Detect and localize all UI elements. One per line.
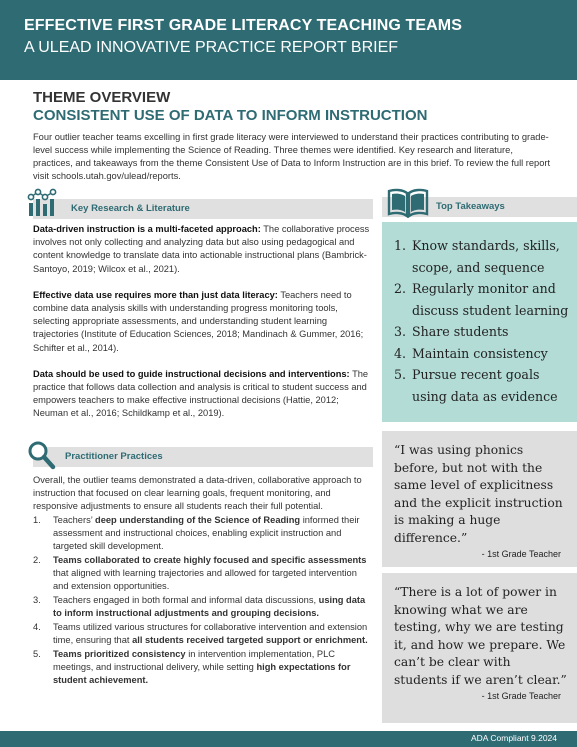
practices-section <box>33 474 373 687</box>
takeaway-text: Pursue recent goals using data as evidence <box>412 367 558 404</box>
takeaway-text: Know standards, skills, scope, and sequence <box>412 238 560 275</box>
page-header <box>0 0 577 80</box>
practice-text: Teams prioritized consistency <box>53 649 186 659</box>
practice-text: Teachers engaged in both formal and informal data discussions, <box>53 595 319 605</box>
magnifier-icon <box>26 440 56 472</box>
research-paragraph <box>33 289 373 355</box>
report-subtitle: A ULEAD INNOVATIVE PRACTICE REPORT BRIEF <box>24 39 399 56</box>
practice-text: deep understanding of the Science of Reading <box>95 515 301 525</box>
practice-text: informed their assessment and instructional choices, enabling explicit instruction and targeted skill development. <box>53 515 360 551</box>
takeaway-item <box>394 343 577 365</box>
intro-paragraph: Four outlier teacher teams excelling in first grade literacy were interviewed to understand their practices contributing to grade-level success while implementing the Science of Reading. Three themes were identified. Key research and literature, practices, and takeaways from the theme Consistent Use of Data to Inform Instruction are in this brief. To review the full report visit schools.utah.gov/ulead/reports. <box>33 132 551 181</box>
practice-text: in intervention implementation, PLC meetings, and instructional delivery, while setting <box>53 649 335 672</box>
takeaway-text: Share students <box>412 324 509 339</box>
takeaway-number: 1. <box>394 238 407 253</box>
quote-attribution: - 1st Grade Teacher <box>481 691 561 701</box>
theme-label: THEME OVERVIEW <box>33 89 171 106</box>
practices-list <box>33 514 373 687</box>
practices-heading-bar <box>33 447 373 467</box>
practice-text: Teams collaborated to create highly focused and specific assessments <box>53 555 367 565</box>
takeaway-number: 4. <box>394 345 407 361</box>
practices-intro: Overall, the outlier teams demonstrated a data-driven, collaborative approach to instruction that focused on clear learning goals, frequent monitoring, and responsive adjustments to ensure all students reach their full potential. <box>33 475 362 511</box>
practice-item <box>33 554 373 593</box>
takeaways-box <box>382 222 577 422</box>
takeaway-text: Regularly monitor and discuss student learning <box>412 281 569 318</box>
practice-item <box>33 514 373 553</box>
practice-number: 3. <box>33 595 41 605</box>
quote-box <box>382 573 577 723</box>
research-lead: Data should be used to guide instructional decisions and interventions: <box>33 368 350 379</box>
takeaway-text: Maintain consistency <box>412 345 548 361</box>
research-paragraph <box>33 368 373 421</box>
theme-title: CONSISTENT USE OF DATA TO INFORM INSTRUCTION <box>33 107 428 124</box>
practice-text: Teachers’ <box>53 515 96 525</box>
research-paragraph <box>33 223 373 276</box>
research-heading-bar <box>33 199 373 219</box>
ada-compliance-note: ADA Compliant 9.2024 <box>471 733 557 743</box>
research-text: Teachers need to combine data analysis skills with understanding progress monitoring tools, selecting appropriate assessments, and understanding student learning trajectories (Institute of Education Sciences, 2018; Mandinach & Gummer, 2016; Schifter et al., 2014). <box>33 289 364 353</box>
practices-heading: Practitioner Practices <box>65 451 163 462</box>
practice-number: 4. <box>33 622 41 632</box>
practice-item <box>33 594 373 620</box>
takeaway-item <box>394 278 577 321</box>
practice-text: Teams utilized various structures for collaborative intervention and extension time, ensuring that <box>53 622 368 645</box>
takeaways-heading: Top Takeaways <box>436 201 505 212</box>
takeaway-item <box>394 321 577 343</box>
quote-text: “There is a lot of power in knowing what we are testing, why we are testing it, and how we prepare. We can’t be clear with students if we aren’t clear.” <box>394 585 567 687</box>
research-lead: Data-driven instruction is a multi-faceted approach: <box>33 224 261 234</box>
practice-item <box>33 621 373 647</box>
practice-number: 2. <box>33 555 41 565</box>
quote-attribution: - 1st Grade Teacher <box>481 549 561 559</box>
practice-text: all students received targeted support or enrichment. <box>132 635 368 645</box>
practice-text: high expectations for student achievement. <box>53 662 351 685</box>
research-heading: Key Research & Literature <box>71 203 190 214</box>
quote-text: “I was using phonics before, but not with the same level of explicitness and the explicit instruction is making a huge difference.” <box>394 443 563 545</box>
practice-number: 5. <box>33 649 41 659</box>
quote-box <box>382 431 577 567</box>
takeaway-number: 2. <box>394 281 407 296</box>
practice-text: using data to inform instructional adjustments and grouping decisions. <box>53 595 366 618</box>
practice-text: that aligned with learning trajectories and allowed for targeted intervention and extension opportunities. <box>53 568 357 591</box>
report-title: EFFECTIVE FIRST GRADE LITERACY TEACHING TEAMS <box>24 17 462 34</box>
open-book-icon <box>386 188 430 218</box>
takeaway-number: 5. <box>394 367 407 382</box>
research-lead: Effective data use requires more than just data literacy: <box>33 289 278 300</box>
research-text: The practice that follows data collection and analysis is critical to student success and empowers teachers to make effective instructional decisions (Hattie, 2012; Neuman et al., 2016; Schildkamp et al., 2019). <box>33 368 369 419</box>
practice-number: 1. <box>33 515 41 525</box>
takeaway-number: 3. <box>394 324 407 339</box>
chart-network-icon <box>26 187 58 219</box>
takeaway-item <box>394 364 577 407</box>
research-text: The collaborative process involves not only collecting and analyzing data but also using pedagogical and content knowledge to translate data into actionable instructional plans (Bambrick-Santoyo, 2019; Wilcox et al., 2021). <box>33 224 370 274</box>
page-footer <box>0 731 577 747</box>
research-section <box>33 223 373 434</box>
practice-item <box>33 648 373 687</box>
takeaway-item <box>394 235 577 278</box>
theme-heading <box>33 89 553 125</box>
